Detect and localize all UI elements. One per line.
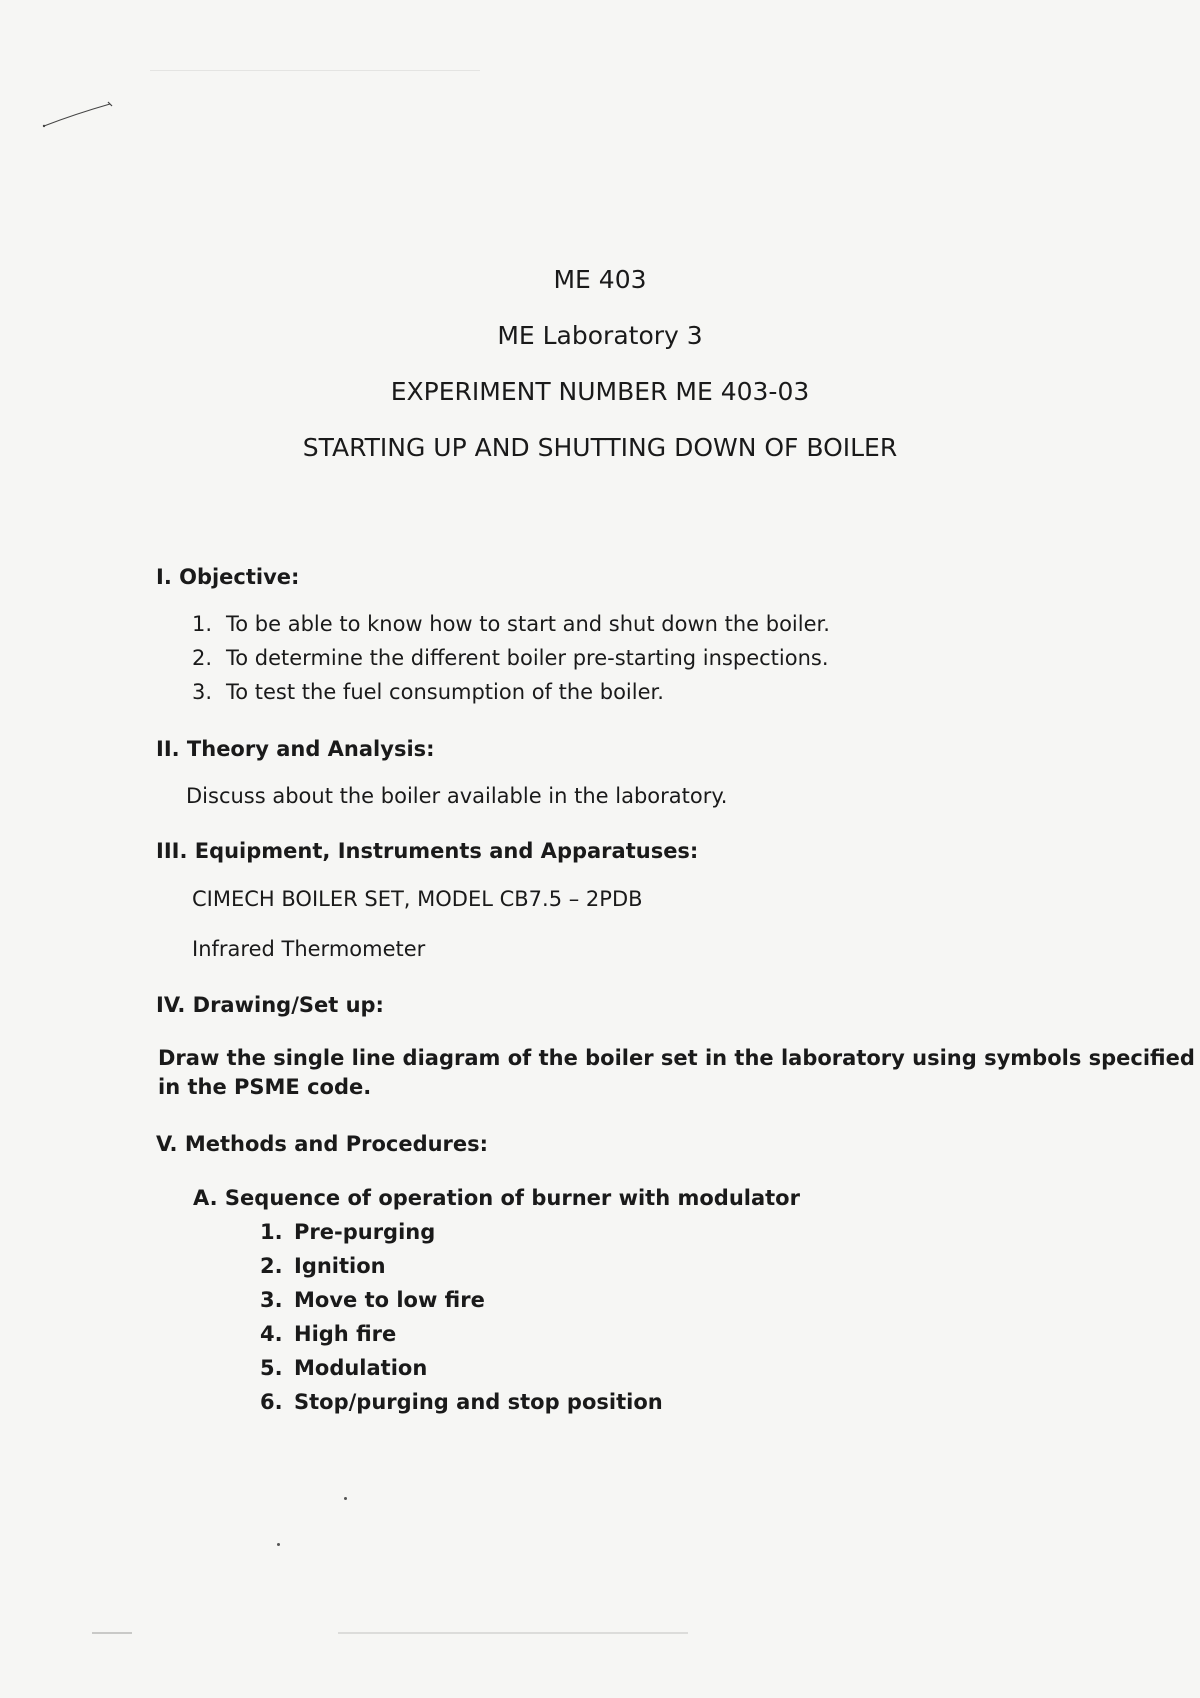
drawing-text-line-2: in the PSME code. (158, 1075, 372, 1099)
experiment-title: STARTING UP AND SHUTTING DOWN OF BOILER (302, 433, 898, 462)
procedure-step (260, 1220, 435, 1244)
objective-item (192, 612, 830, 636)
step-number: 6. (260, 1390, 283, 1414)
theory-text: Discuss about the boiler available in the laboratory. (186, 784, 728, 808)
step-text: High fire (294, 1322, 397, 1346)
scan-speck (344, 1497, 347, 1500)
list-text: To be able to know how to start and shut down the boiler. (226, 612, 830, 636)
procedure-step (260, 1288, 485, 1312)
procedure-step (260, 1356, 427, 1380)
list-text: To determine the different boiler pre-starting inspections. (226, 646, 829, 670)
procedure-step (260, 1254, 386, 1278)
step-text: Move to low fire (294, 1288, 485, 1312)
scan-bottom-smudge (338, 1632, 688, 1634)
scan-bottom-smudge (92, 1632, 132, 1634)
methods-heading: V. Methods and Procedures: (156, 1132, 489, 1156)
course-title: ME Laboratory 3 (497, 321, 703, 350)
step-text: Pre-purging (294, 1220, 436, 1244)
theory-heading: II. Theory and Analysis: (156, 737, 435, 761)
step-number: 4. (260, 1322, 283, 1346)
step-number: 5. (260, 1356, 283, 1380)
course-code: ME 403 (553, 265, 647, 294)
stray-pen-mark (40, 100, 120, 130)
equipment-item: CIMECH BOILER SET, MODEL CB7.5 – 2PDB (192, 887, 643, 911)
list-number: 2. (192, 646, 213, 670)
step-number: 2. (260, 1254, 283, 1278)
objective-heading: I. Objective: (156, 565, 300, 589)
procedure-step (260, 1390, 663, 1414)
objective-item (192, 646, 829, 670)
drawing-text-line-1: Draw the single line diagram of the boiler set in the laboratory using symbols specified (158, 1046, 1195, 1070)
scan-speck (277, 1543, 280, 1546)
list-text: To test the fuel consumption of the boiler. (226, 680, 664, 704)
step-number: 1. (260, 1220, 283, 1244)
step-text: Ignition (294, 1254, 386, 1278)
list-number: 3. (192, 680, 213, 704)
objective-item (192, 680, 664, 704)
step-text: Modulation (294, 1356, 428, 1380)
experiment-number: EXPERIMENT NUMBER ME 403-03 (390, 377, 810, 406)
step-number: 3. (260, 1288, 283, 1312)
drawing-heading: IV. Drawing/Set up: (156, 993, 384, 1017)
scan-edge-line (150, 70, 480, 71)
equipment-item: Infrared Thermometer (192, 937, 426, 961)
step-text: Stop/purging and stop position (294, 1390, 663, 1414)
list-number: 1. (192, 612, 213, 636)
procedure-step (260, 1322, 396, 1346)
methods-subheading: A. Sequence of operation of burner with modulator (193, 1186, 800, 1210)
equipment-heading: III. Equipment, Instruments and Apparatuses: (156, 839, 699, 863)
